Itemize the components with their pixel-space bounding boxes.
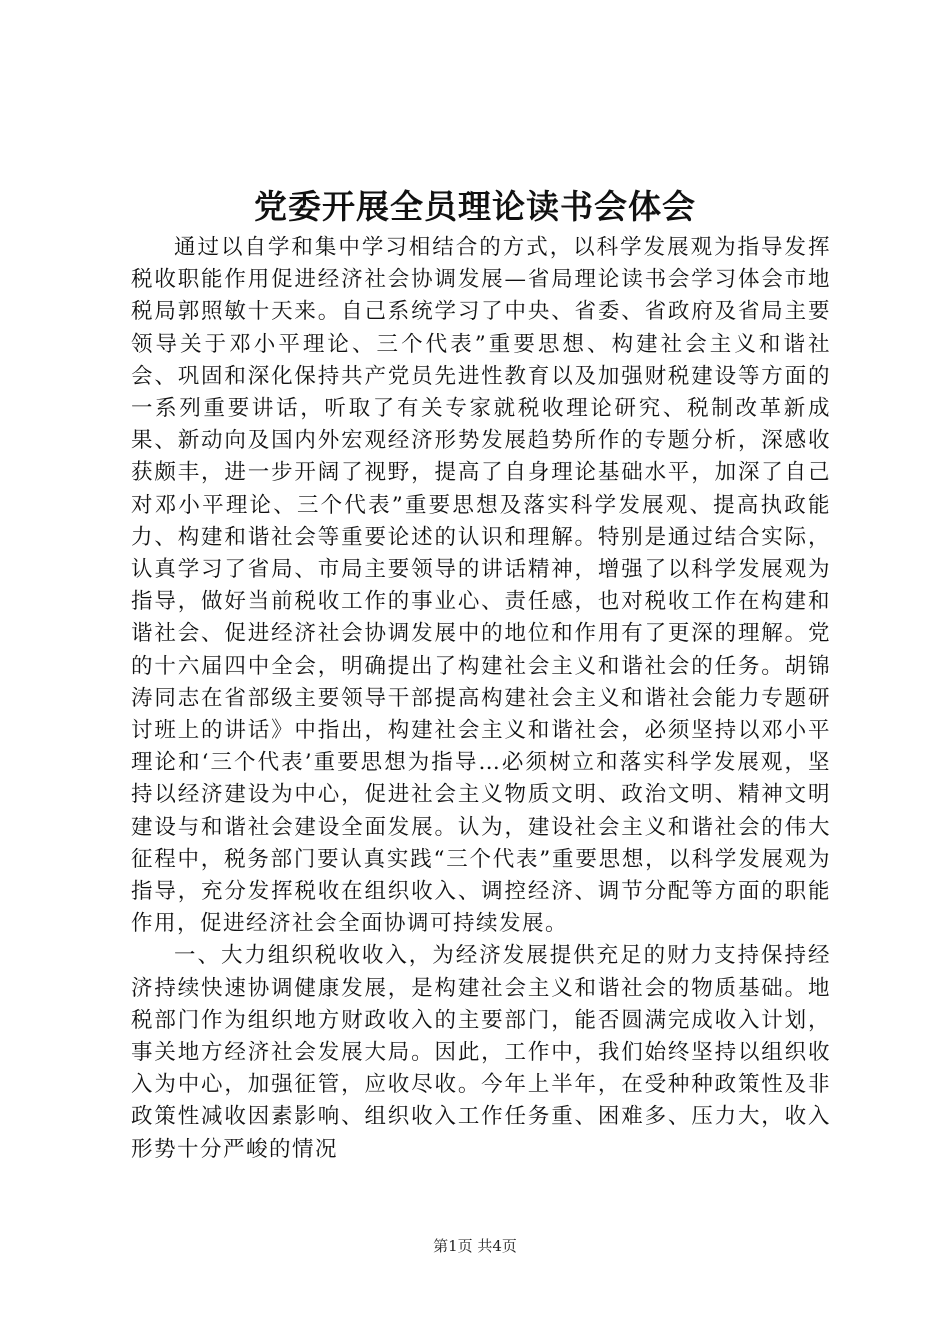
page-number-footer: 第1页 共4页 bbox=[433, 1237, 517, 1255]
document-body bbox=[131, 232, 831, 1166]
document-title: 党委开展全员理论读书会体会 bbox=[254, 187, 696, 226]
paragraph-2: 一、大力组织税收收入，为经济发展提供充足的财力支持保持经济持续快速协调健康发展，是构建社会主义和谐社会的物质基础。地税部门作为组织地方财政收入的主要部门，能否圆满完成收入计划，事关地方经济社会发展大局。因此，工作中，我们始终坚持以组织收入为中心，加强征管，应收尽收。今年上半年，在受种种政策性及非政策性减收因素影响、组织收入工作任务重、困难多、压力大，收入形势十分严峻的情况 bbox=[131, 943, 831, 1162]
paragraph-1: 通过以自学和集中学习相结合的方式，以科学发展观为指导发挥税收职能作用促进经济社会协调发展—省局理论读书会学习体会市地税局郭照敏十天来。自己系统学习了中央、省委、省政府及省局主要领导关于邓小平理论、三个代表”重要思想、构建社会主义和谐社会、巩固和深化保持共产党员先进性教育以及加强财税建设等方面的一系列重要讲话，听取了有关专家就税收理论研究、税制改革新成果、新动向及国内外宏观经济形势发展趋势所作的专题分析，深感收获颇丰，进一步开阔了视野，提高了自身理论基础水平，加深了自己对邓小平理论、三个代表”重要思想及落实科学发展观、提高执政能力、构建和谐社会等重要论述的认识和理解。特别是通过结合实际，认真学习了省局、市局主要领导的讲话精神，增强了以科学发展观为指导，做好当前税收工作的事业心、责任感，也对税收工作在构建和谐社会、促进经济社会协调发展中的地位和作用有了更深的理解。党的十六届四中全会，明确提出了构建社会主义和谐社会的任务。胡锦涛同志在省部级主要领导干部提高构建社会主义和谐社会能力专题研讨班上的讲话》中指出，构建社会主义和谐社会，必须坚持以邓小平理论和‘三个代表’重要思想为指导…必须树立和落实科学发展观，坚持以经济建设为中心，促进社会主义物质文明、政治文明、精神文明建设与和谐社会建设全面发展。认为，建设社会主义和谐社会的伟大征程中，税务部门要认真实践“三个代表”重要思想，以科学发展观为指导，充分发挥税收在组织收入、调控经济、调节分配等方面的职能作用，促进经济社会全面协调可持续发展。 bbox=[131, 235, 831, 937]
